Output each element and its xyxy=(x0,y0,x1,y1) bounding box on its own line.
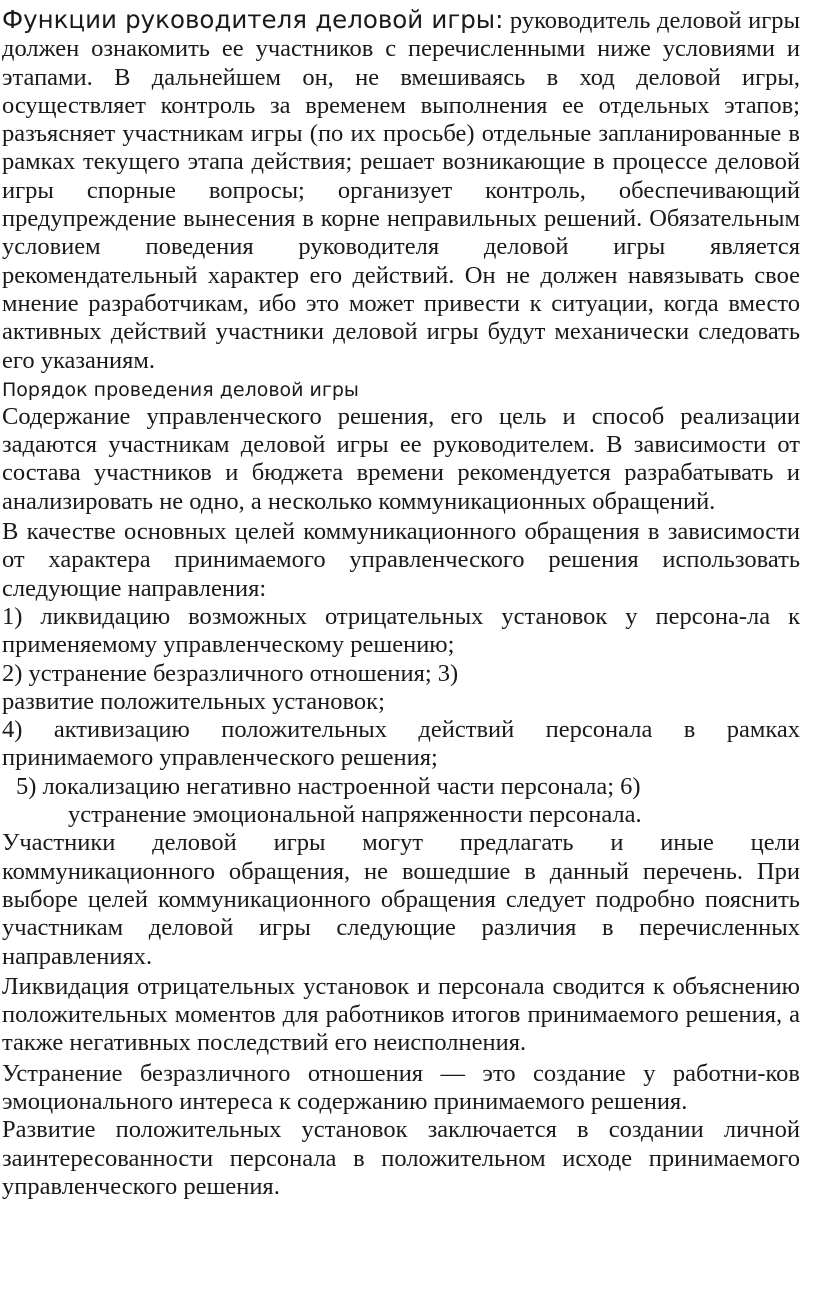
liquidation-paragraph: Ликвидация отрицательных установок и персонала сводится к объяснению положительных моментов для работников итогов принимаемого решения, а также негативных последствий его неисполнения. xyxy=(2,972,800,1057)
participants-paragraph: Участники деловой игры могут предлагать и иные цели коммуникационного обращения, не вошедшие в данный перечень. При выборе целей коммуникационного обращения следует подробно пояснить участникам деловой игры следующие различия в перечисленных направлениях. xyxy=(2,829,800,970)
procedure-heading: Порядок проведения деловой игры xyxy=(2,378,359,401)
content-paragraph: Содержание управленческого решения, его цель и способ реализации задаются участникам деловой игры ее руководителем. В зависимости от состава участников и бюджета времени рекомендуется разрабатывать и анализировать не одно, а несколько коммуникационных обращений. xyxy=(2,402,800,515)
functions-lead: Функции руководителя деловой игры: xyxy=(2,5,504,34)
functions-paragraph xyxy=(2,6,800,375)
list-item-3: развитие положительных установок; xyxy=(2,687,385,715)
development-paragraph: Развитие положительных установок заключается в создании личной заинтересованности персонала в положительном исходе принимаемого управленческого решения. xyxy=(2,1116,800,1200)
elimination-paragraph: Устранение безразличного отношения — это создание у работни-ков эмоционального интереса к содержанию принимаемого решения. xyxy=(2,1059,800,1115)
list-item-1: 1) ликвидацию возможных отрицательных установок у персона-ла к применяемому управленческому решению; xyxy=(2,602,800,659)
goals-intro-paragraph: В качестве основных целей коммуникационного обращения в зависимости от характера принимаемого управленческого решения использовать следующие направления: xyxy=(2,518,800,602)
list-item-6: устранение эмоциональной напряженности персонала. xyxy=(68,801,642,829)
list-item-4: 4) активизацию положительных действий персонала в рамках принимаемого управленческого решения; xyxy=(2,716,800,772)
list-item-5: 5) локализацию негативно настроенной части персонала; 6) xyxy=(16,772,641,800)
functions-body: руководитель деловой игры должен ознакомить ее участников с перечисленными ниже условиями и этапами. В дальнейшем он, не вмешиваясь в ход деловой игры, осуществляет контроль за временем выполнения ее отдельных этапов; разъясняет участникам игры (по их просьбе) отдельные запланированные в рамках текущего этапа действия; решает возникающие в процессе деловой игры спорные вопросы; организует контроль, обеспечивающий предупреждение вынесения в корне неправильных решений. Обязательным условием поведения руководителя деловой игры является рекомендательный характер его действий. Он не должен навязывать свое мнение разработчикам, ибо это может привести к ситуации, когда вместо активных действий участники деловой игры будут механически следовать его указаниям. xyxy=(2,7,800,374)
list-item-2: 2) устранение безразличного отношения; 3) xyxy=(2,659,459,687)
